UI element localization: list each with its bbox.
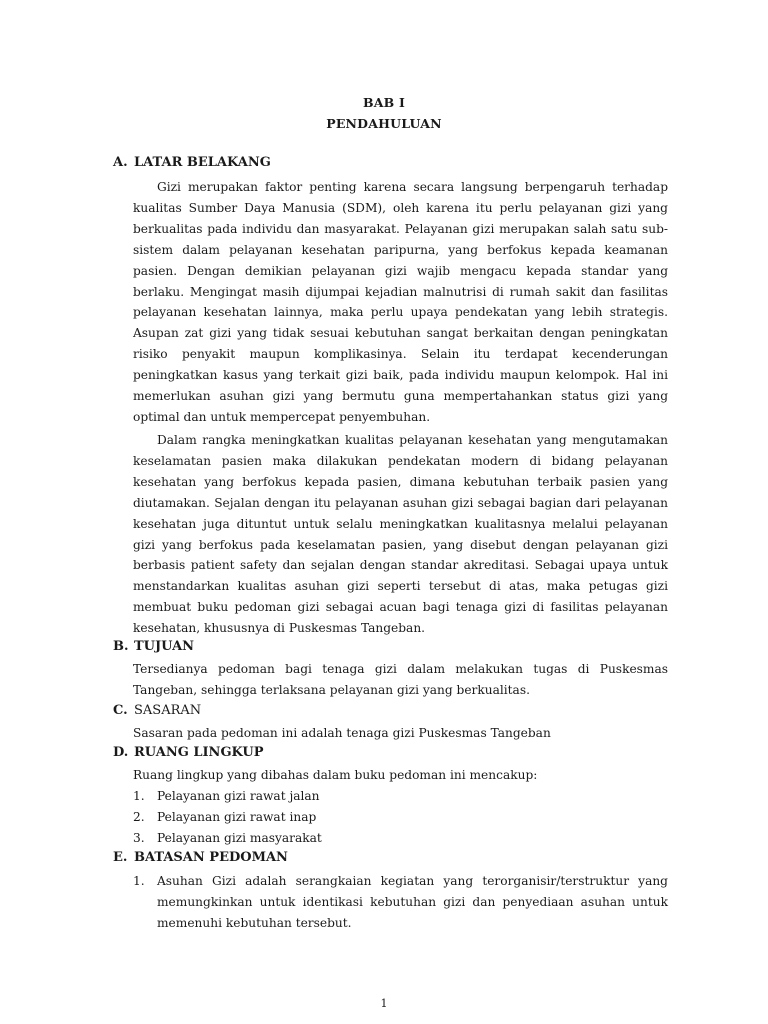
section-a-paragraph-1: Gizi merupakan faktor penting karena secara langsung berpengaruh terhadap kualitas Sumber Daya Manusia (SDM), oleh karena itu perlu pelayanan gizi yang berkualitas pada individu dan masyarakat. Pelayanan gizi merupakan salah satu sub-sistem dalam pelayanan kesehatan paripurna, yang berfokus kepada keamanan pasien. Dengan demikian pelayanan gizi wajib mengacu kepada standar yang berlaku. Mengingat masih dijumpai kejadian malnutrisi di rumah sakit dan fasilitas pelayanan kesehatan lainnya, maka perlu upaya pendekatan yang lebih strategis. Asupan zat gizi yang tidak sesuai kebutuhan sangat berkaitan dengan peningkatan risiko penyakit maupun komplikasinya. Selain itu terdapat kecenderungan peningkatkan kasus yang terkait gizi baik, pada individu maupun kelompok. Hal ini memerlukan asuhan gizi yang bermutu guna mempertahankan status gizi yang optimal dan untuk mempercepat penyembuhan. (133, 180, 668, 424)
list-item-number: 2. (133, 810, 145, 824)
list-item (133, 871, 668, 934)
section-c-letter: C. (113, 703, 128, 718)
section-a-heading (113, 155, 668, 170)
section-b-text: Tersedianya pedoman bagi tenaga gizi dalam melakukan tugas di Puskesmas Tangeban, sehingga terlaksana pelayanan gizi yang berkualitas. (133, 662, 668, 697)
section-b-heading (113, 639, 668, 654)
section-d-letter: D. (113, 745, 129, 760)
list-item (133, 807, 668, 828)
section-c-title: SASARAN (134, 703, 202, 718)
section-a-title: LATAR BELAKANG (134, 155, 271, 170)
list-item-number: 1. (133, 874, 145, 888)
section-a-letter: A. (113, 155, 128, 170)
section-b-title: TUJUAN (134, 639, 195, 654)
section-d-title: RUANG LINGKUP (134, 745, 264, 760)
page-number: 1 (380, 997, 388, 1010)
list-item (133, 828, 668, 849)
section-e-title: BATASAN PEDOMAN (134, 850, 288, 865)
section-c-text: Sasaran pada pedoman ini adalah tenaga gizi Puskesmas Tangeban (133, 726, 551, 740)
list-item (133, 786, 668, 807)
section-d-heading (113, 745, 668, 760)
list-item-number: 3. (133, 831, 145, 845)
list-item-number: 1. (133, 789, 145, 803)
chapter-title: PENDAHULUAN (326, 116, 442, 131)
section-e-heading (113, 850, 668, 865)
list-item-text: Asuhan Gizi adalah serangkaian kegiatan yang terorganisir/terstruktur yang memungkinkan untuk identikasi kebutuhan gizi dan penyediaan asuhan untuk memenuhi kebutuhan tersebut. (157, 874, 668, 930)
list-item-text: Pelayanan gizi rawat inap (157, 810, 317, 824)
section-d-intro: Ruang lingkup yang dibahas dalam buku pedoman ini mencakup: (133, 768, 538, 782)
list-item-text: Pelayanan gizi rawat jalan (157, 789, 320, 803)
section-c-heading (113, 703, 668, 718)
section-e-letter: E. (113, 850, 128, 865)
chapter-label: BAB I (362, 95, 406, 110)
list-item-text: Pelayanan gizi masyarakat (157, 831, 322, 845)
section-a-paragraph-2: Dalam rangka meningkatkan kualitas pelayanan kesehatan yang mengutamakan keselamatan pasien maka dilakukan pendekatan modern di bidang pelayanan kesehatan yang berfokus kepada pasien, dimana kebutuhan terbaik pasien yang diutamakan. Sejalan dengan itu pelayanan asuhan gizi sebagai bagian dari pelayanan kesehatan juga dituntut untuk selalu meningkatkan kualitasnya melalui pelayanan gizi yang berfokus pada keselamatan pasien, yang disebut dengan pelayanan gizi berbasis patient safety dan sejalan dengan standar akreditasi. Sebagai upaya untuk menstandarkan kualitas asuhan gizi seperti tersebut di atas, maka petugas gizi membuat buku pedoman gizi sebagai acuan bagi tenaga gizi di fasilitas pelayanan kesehatan, khususnya di Puskesmas Tangeban. (133, 433, 668, 636)
section-b-letter: B. (113, 639, 129, 654)
